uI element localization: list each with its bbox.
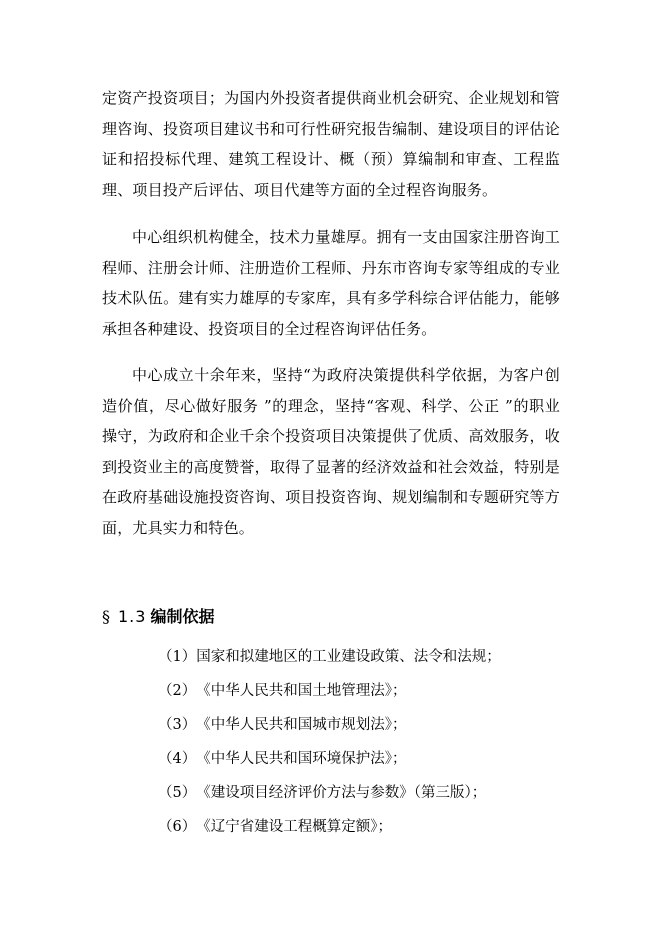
list-item-text: 《建设项目经济评价方法与参数》（第三版）；	[196, 785, 487, 801]
list-item	[158, 776, 501, 810]
list-item-text: 《辽宁省建设工程概算定额》；	[196, 819, 392, 835]
list-item-index: （2）	[158, 683, 197, 699]
list-item-index: （5）	[158, 785, 197, 801]
section-heading	[102, 602, 214, 632]
list-item-text: 国家和拟建地区的工业建设政策、法令和法规；	[196, 649, 501, 665]
list-item-index: （1）	[158, 649, 197, 665]
section-title: 编制依据	[150, 607, 215, 626]
list-item	[158, 640, 501, 674]
list-item	[158, 674, 501, 708]
list-item-text: 《中华人民共和国城市规划法》；	[196, 717, 407, 733]
list-item-index: （6）	[158, 819, 197, 835]
list-item	[158, 742, 501, 776]
list-item-index: （4）	[158, 751, 197, 767]
basis-list	[158, 640, 501, 844]
body-paragraph-3: 中心成立十余年来，坚持“为政府决策提供科学依据，为客户创造价值，尽心做好服务 ”的理念，坚持“客观、科学、公正 ”的职业操守，为政府和企业千余个投资项目决策提供了优质、高效服务，收到投资业主的高度赞誉，取得了显著的经济效益和社会效益，特别是在政府基础设施投资咨询、项目投资咨询、规划编制和专题研究等方面，尤具实力和特色。	[102, 366, 560, 537]
section-symbol: §	[102, 607, 110, 626]
body-paragraph-2: 中心组织机构健全，技术力量雄厚。拥有一支由国家注册咨询工程师、注册会计师、注册造价工程师、丹东市咨询专家等组成的专业技术队伍。建有实力雄厚的专家库，具有多学科综合评估能力，能够承担各种建设、投资项目的全过程咨询评估任务。	[102, 228, 560, 338]
list-item-index: （3）	[158, 717, 197, 733]
list-item-text: 《中华人民共和国环境保护法》；	[196, 751, 407, 767]
list-item-text: 《中华人民共和国土地管理法》；	[196, 683, 407, 699]
list-item	[158, 810, 501, 844]
body-paragraph-1: 定资产投资项目；为国内外投资者提供商业机会研究、企业规划和管理咨询、投资项目建议书和可行性研究报告编制、建设项目的评估论证和招投标代理、建筑工程设计、概（预）算编制和审查、工程监理、项目投产后评估、项目代建等方面的全过程咨询服务。	[102, 89, 560, 199]
section-number: 1.3	[118, 607, 147, 626]
list-item	[158, 708, 501, 742]
